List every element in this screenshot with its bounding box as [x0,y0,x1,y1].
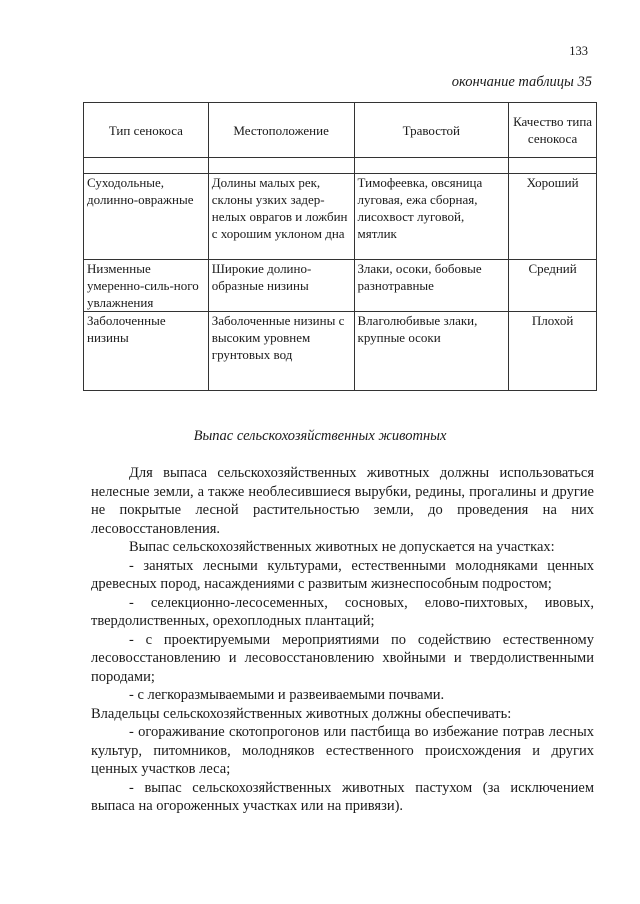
table-caption: окончание таблицы 35 [451,74,592,90]
body-text [91,464,594,816]
list-item: - занятых лесными культурами, естественными молодняками ценных древесных пород, насаждениями с развитым жизнеспособным подростом; [91,557,594,592]
cell-type: Низменные умеренно-силь-ного увлажнения [84,260,209,312]
page-number: 133 [569,44,588,58]
header-quality: Качество типа сенокоса [509,103,597,158]
cell-type: Суходольные, долинно-овражные [84,174,209,260]
cell-quality: Средний [509,260,597,312]
cell-grass: Влаголюбивые злаки, крупные осоки [354,312,509,391]
paragraph: Для выпаса сельскохозяйственных животных должны использоваться нелесные земли, а также необлесившиеся вырубки, редины, прогалины и другие не покрытые лесной растительностью земли, до проведения на них лесовосстановления. [91,465,594,537]
cell-quality: Хороший [509,174,597,260]
list-item: - с проектируемыми мероприятиями по содействию естественному лесовосстановлению и лесовосстановлению хвойными и твердолиственными породами; [91,631,594,685]
cell-grass: Тимофеевка, овсяница луговая, ежа сборная, лисохвост луговой, мятлик [354,174,509,260]
cell-quality: Плохой [509,312,597,391]
header-type: Тип сенокоса [84,103,209,158]
list-item: - огораживание скотопрогонов или пастбища во избежание потрав лесных культур, питомников, молодняков естественного происхождения и других ценных участков леса; [91,724,594,777]
header-location: Местоположение [208,103,354,158]
paragraph: Владельцы сельскохозяйственных животных должны обеспечивать: [91,705,512,722]
cell-location: Заболоченные низины с высоким уровнем грунтовых вод [208,312,354,391]
table-header-row [84,103,597,158]
table-row [84,312,597,391]
cell-location: Широкие долино-образные низины [208,260,354,312]
table-spacer-row [84,158,597,174]
cell-grass: Злаки, осоки, бобовые разнотравные [354,260,509,312]
table-row [84,174,597,260]
list-item: - селекционно-лесосеменных, сосновых, елово-пихтовых, ивовых, твердолиственных, орехоплодных плантаций; [91,594,594,629]
header-grass: Травостой [354,103,509,158]
haymaking-types-table [83,102,597,391]
list-item: - с легкоразмываемыми и развеиваемыми почвами. [129,687,445,703]
cell-type: Заболоченные низины [84,312,209,391]
cell-location: Долины малых рек, склоны узких задер-нелых оврагов и ложбин с хорошим уклоном дна [208,174,354,260]
list-item: - выпас сельскохозяйственных животных пастухом (за исключением выпаса на огороженных участках или на привязи). [91,779,594,814]
paragraph: Выпас сельскохозяйственных животных не допускается на участках: [129,539,555,555]
section-title: Выпас сельскохозяйственных животных [193,428,447,444]
table-row [84,260,597,312]
